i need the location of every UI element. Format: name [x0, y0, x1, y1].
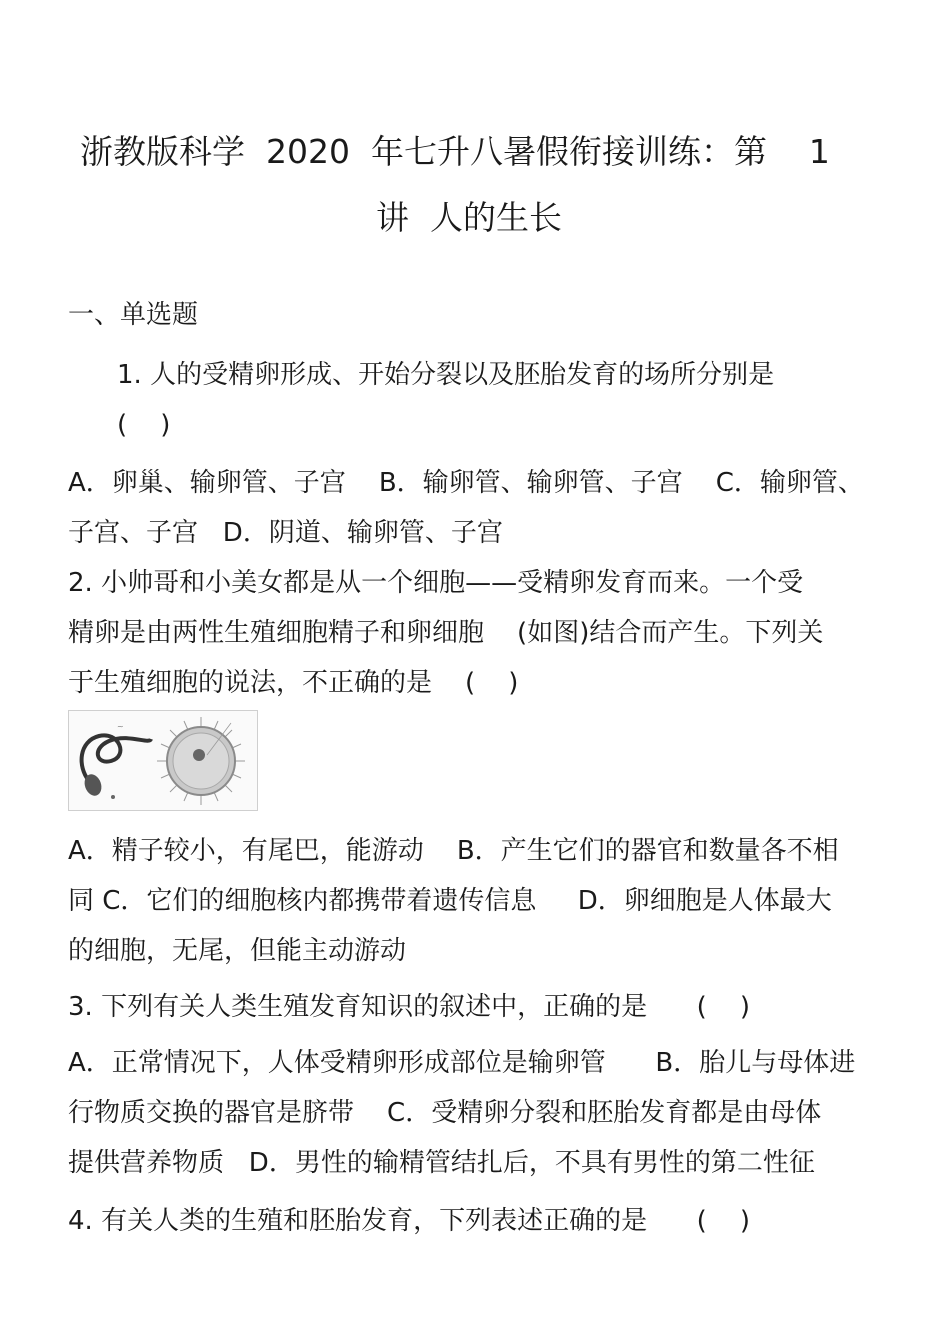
question-1-options-line-2: 子宫、子宫 D．阴道、输卵管、子宫 [68, 518, 503, 548]
question-2-options-line-3: 的细胞，无尾，但能主动游动 [68, 936, 407, 966]
question-3-options-line-2: 行物质交换的器官是脐带 C．受精卵分裂和胚胎发育都是由母体 [68, 1098, 822, 1128]
question-2-stem-line-2: 精卵是由两性生殖细胞精子和卵细胞 (如图)结合而产生。下列关 [68, 618, 824, 648]
question-3-options-line-1: A．正常情况下，人体受精卵形成部位是输卵管 B．胎儿与母体进 [68, 1048, 856, 1078]
question-2-stem-line-3: 于生殖细胞的说法，不正确的是 ( ) [68, 668, 519, 698]
svg-text:~: ~ [117, 722, 124, 731]
question-2-options-line-1: A．精子较小，有尾巴，能游动 B．产生它们的器官和数量各不相 [68, 836, 839, 866]
question-3-stem: 3. 下列有关人类生殖发育知识的叙述中，正确的是 ( ) [68, 992, 751, 1022]
question-2-stem-line-1: 2. 小帅哥和小美女都是从一个细胞——受精卵发育而来。一个受 [68, 568, 804, 598]
sperm-egg-figure [68, 710, 258, 811]
question-4-stem: 4. 有关人类的生殖和胚胎发育，下列表述正确的是 ( ) [68, 1206, 751, 1236]
question-1-blank: ( ) [117, 410, 171, 440]
question-3-options-line-3: 提供营养物质 D．男性的输精管结扎后，不具有男性的第二性征 [68, 1148, 815, 1178]
document-title-line-1: 浙教版科学 2020 年七升八暑假衔接训练：第 1 [80, 132, 830, 171]
document-title-line-2: 讲 人的生长 [376, 198, 562, 237]
question-2-options-line-2: 同 C．它们的细胞核内都携带着遗传信息 D．卵细胞是人体最大 [68, 886, 832, 916]
question-1-stem: 1. 人的受精卵形成、开始分裂以及胚胎发育的场所分别是 [117, 360, 775, 390]
section-heading: 一、单选题 [68, 300, 199, 330]
question-1-options-line-1: A．卵巢、输卵管、子宫 B．输卵管、输卵管、子宫 C．输卵管、 [68, 468, 864, 498]
